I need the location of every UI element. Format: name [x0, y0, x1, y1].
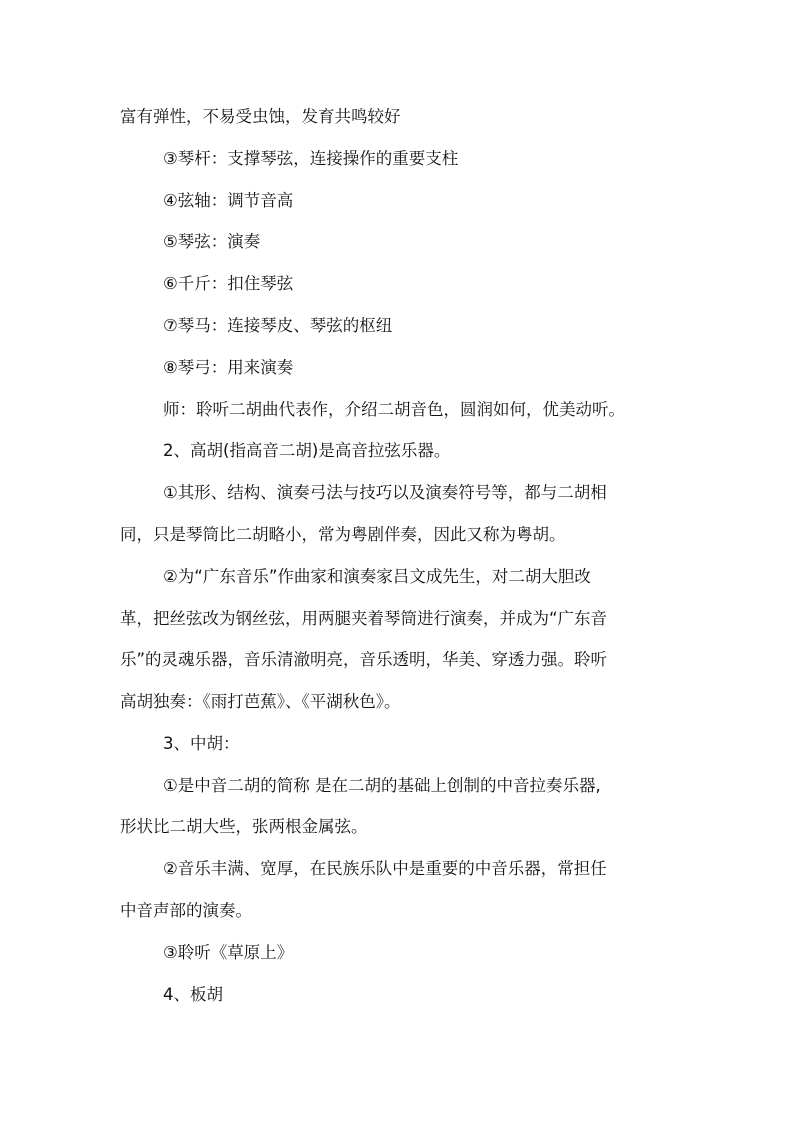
- paragraph-line: ⑦琴马：连接琴皮、琴弦的枢纽: [163, 316, 393, 335]
- paragraph-line: ②为“广东音乐”作曲家和演奏家吕文成先生，对二胡大胆改: [163, 567, 591, 586]
- paragraph-line: ②音乐丰满、宽厚，在民族乐队中是重要的中音乐器，常担任: [163, 859, 607, 878]
- paragraph-line: 乐”的灵魂乐器，音乐清澈明亮，音乐透明，华美、穿透力强。聆听: [120, 650, 608, 669]
- paragraph-line: 革，把丝弦改为钢丝弦，用两腿夹着琴筒进行演奏，并成为“广东音: [120, 609, 608, 628]
- section-heading: 2、高胡(指高音二胡)是高音拉弦乐器。: [163, 441, 451, 460]
- paragraph-line: ⑧琴弓：用来演奏: [163, 358, 294, 377]
- paragraph-line: ③聆听《草原上》: [163, 943, 294, 962]
- paragraph-line: ①是中音二胡的简称 是在二胡的基础上创制的中音拉奏乐器,: [163, 776, 601, 795]
- paragraph-line: ④弦轴：调节音高: [163, 191, 294, 210]
- paragraph-line: 师：聆听二胡曲代表作，介绍二胡音色，圆润如何，优美动听。: [163, 400, 625, 419]
- paragraph-line: ⑤琴弦：演奏: [163, 232, 261, 251]
- paragraph-line: ⑥千斤：扣住琴弦: [163, 274, 294, 293]
- paragraph-line: 中音声部的演奏。: [120, 901, 252, 920]
- paragraph-line: 高胡独奏：《雨打芭蕉》、《平湖秋色》。: [120, 692, 401, 711]
- paragraph-line: 富有弹性，不易受虫蚀，发育共鸣较好: [120, 107, 401, 126]
- paragraph-line: ③琴杆：支撑琴弦，连接操作的重要支柱: [163, 149, 459, 168]
- paragraph-line: ①其形、结构、演奏弓法与技巧以及演奏符号等，都与二胡相: [163, 483, 607, 502]
- paragraph-line: 同，只是琴筒比二胡略小，常为粤剧伴奏，因此又称为粤胡。: [120, 525, 566, 544]
- section-heading: 3、中胡：: [163, 734, 240, 753]
- paragraph-line: 形状比二胡大些，张两根金属弦。: [120, 817, 368, 836]
- section-heading: 4、板胡: [163, 985, 223, 1004]
